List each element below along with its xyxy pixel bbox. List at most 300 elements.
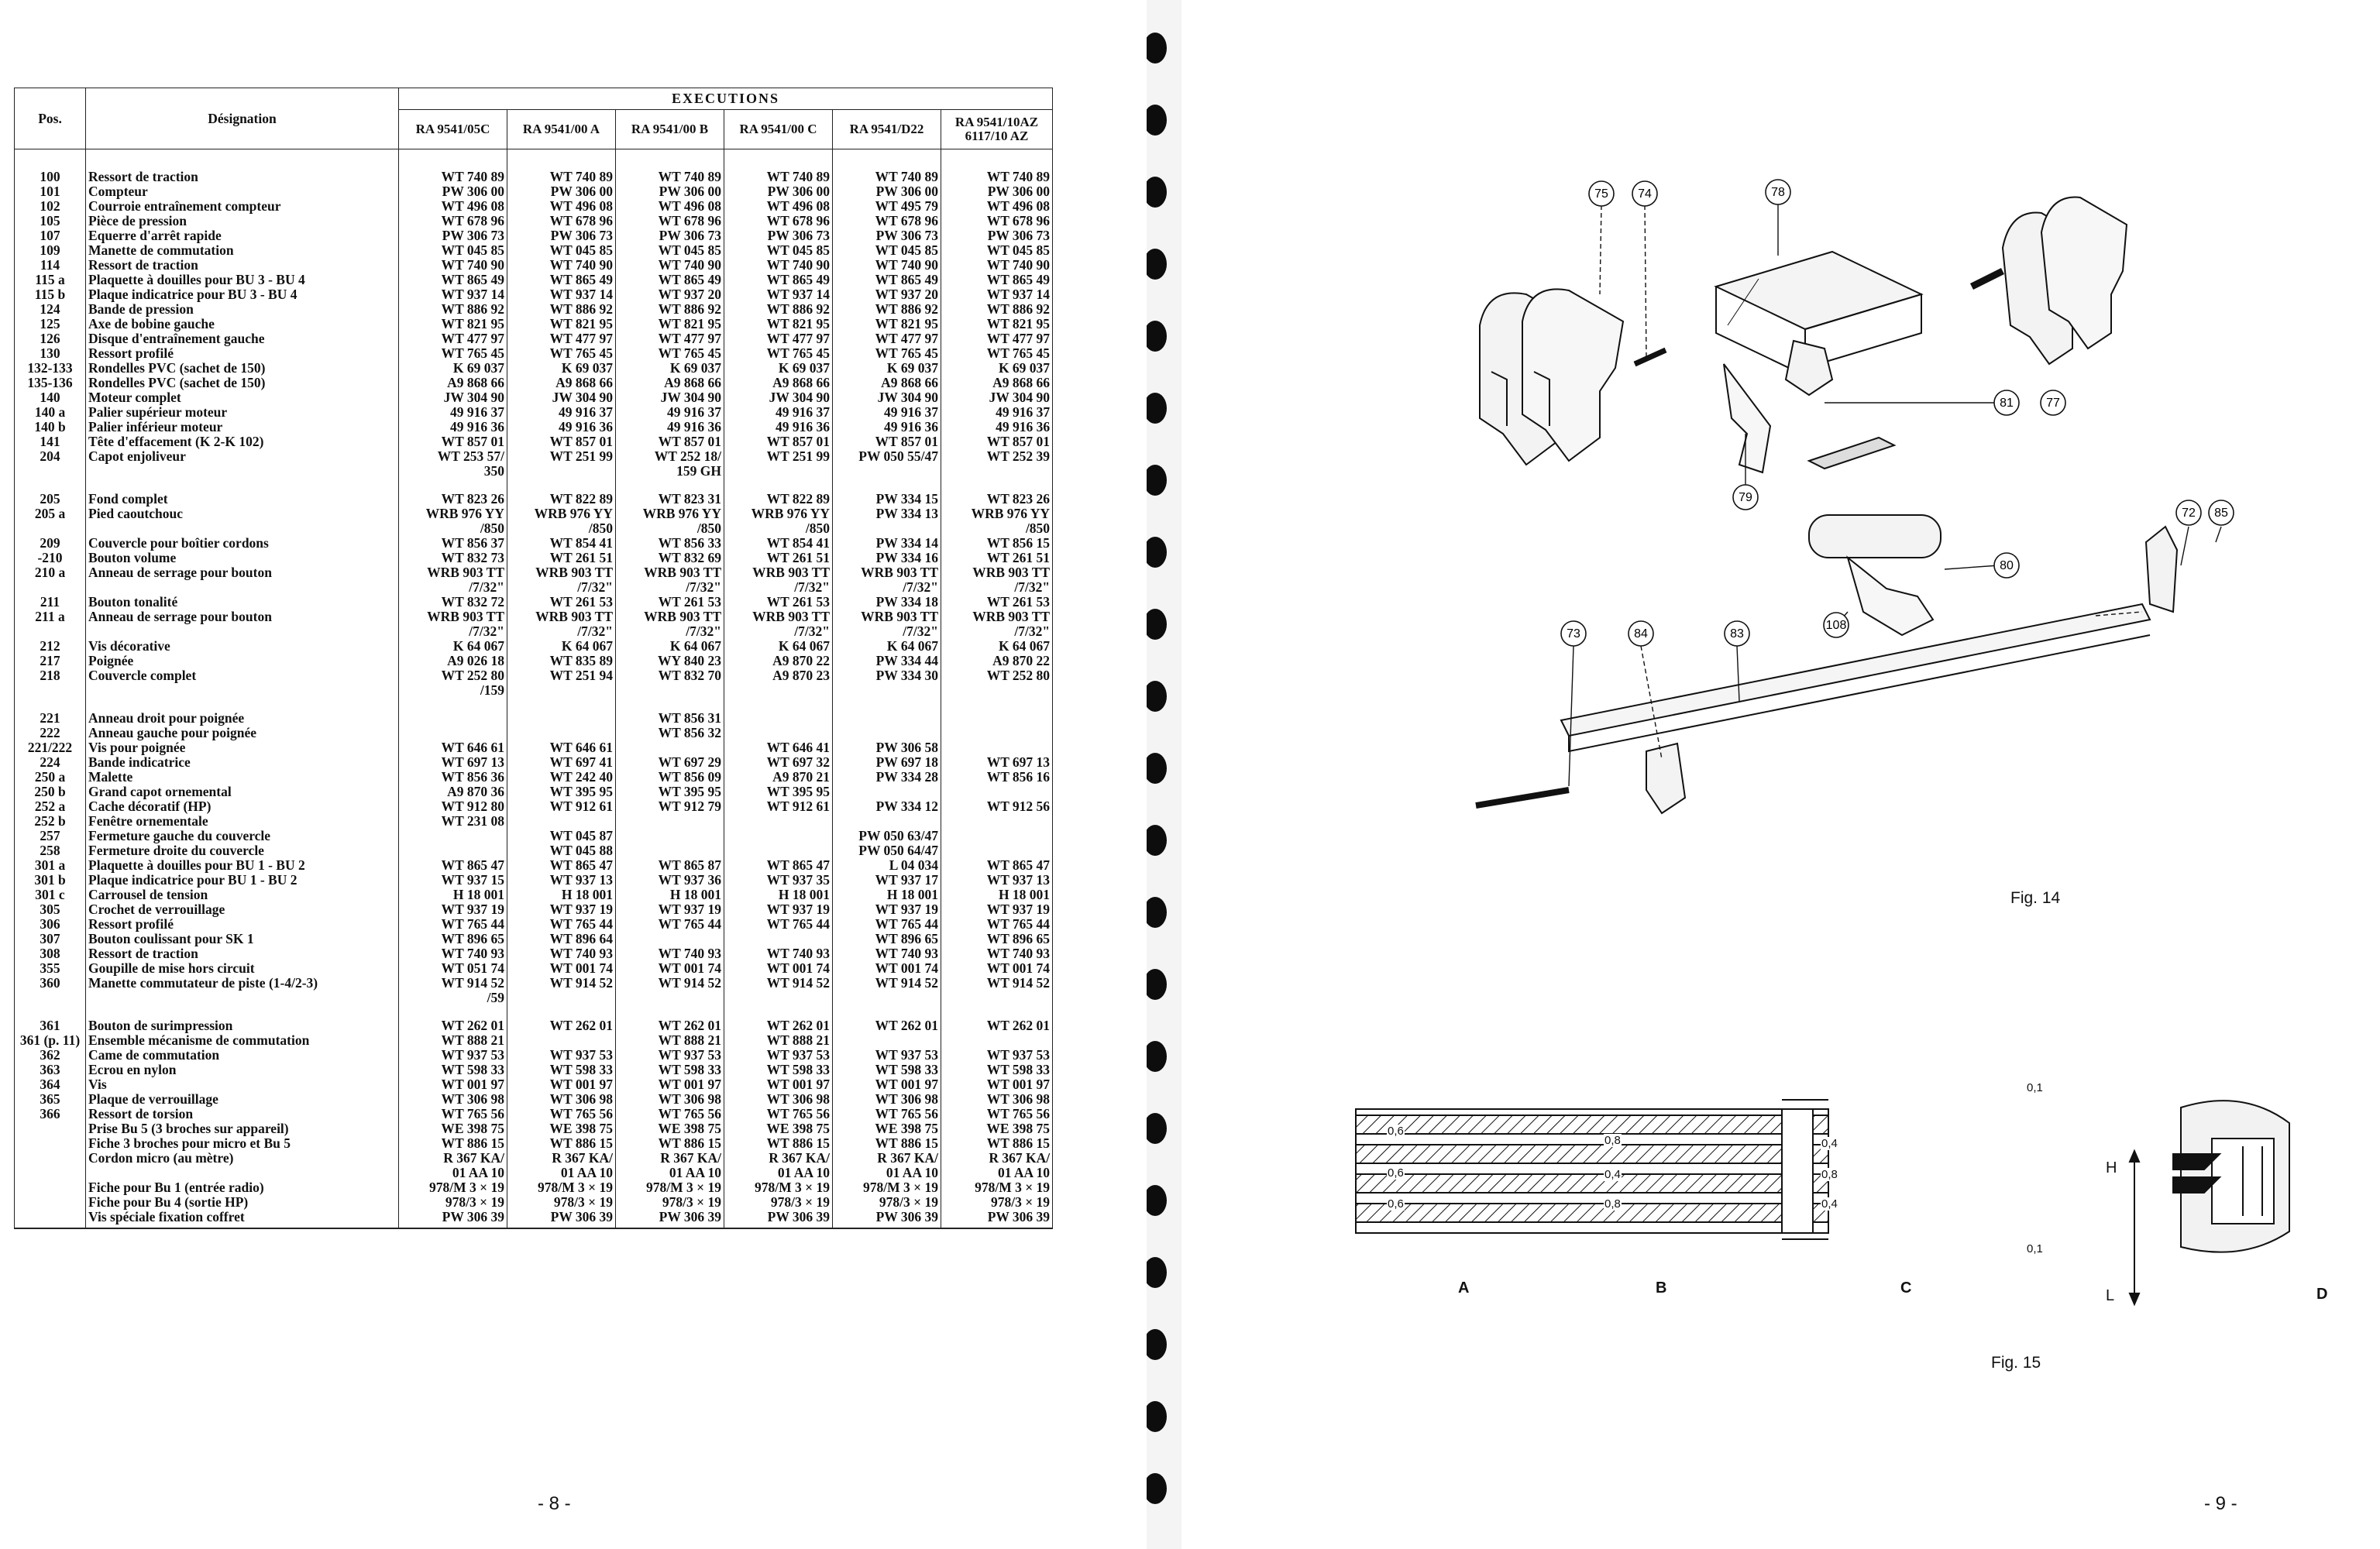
row-part-number: WT 912 56: [941, 799, 1053, 814]
fig15-drawing: [1181, 0, 2380, 1549]
row-part-number: WT 253 57/: [399, 449, 507, 464]
table-row: [15, 829, 1053, 843]
row-designation: Prise Bu 5 (3 broches sur appareil): [86, 1121, 399, 1136]
row-part-number: WT 598 33: [833, 1063, 941, 1077]
row-designation: [86, 521, 399, 536]
table-row: [15, 1063, 1053, 1077]
row-part-number: PW 306 39: [399, 1210, 507, 1228]
row-part-number: WT 886 92: [507, 302, 616, 317]
row-designation: Carrousel de tension: [86, 888, 399, 902]
row-part-number: A9 870 21: [724, 770, 833, 785]
row-part-number: A9 868 66: [833, 376, 941, 390]
row-part-number: WT 865 49: [507, 273, 616, 287]
row-pos: [15, 580, 86, 595]
row-part-number: [941, 814, 1053, 829]
row-part-number: WT 896 65: [833, 932, 941, 946]
row-part-number: WT 261 53: [941, 595, 1053, 610]
row-designation: Fermeture gauche du couvercle: [86, 829, 399, 843]
row-designation: Tête d'effacement (K 2-K 102): [86, 434, 399, 449]
row-part-number: WT 821 95: [507, 317, 616, 331]
row-pos: 140 a: [15, 405, 86, 420]
row-part-number: WT 395 95: [507, 785, 616, 799]
table-row: [15, 331, 1053, 346]
table-row: [15, 565, 1053, 580]
row-part-number: WT 740 89: [399, 149, 507, 185]
row-part-number: [616, 829, 724, 843]
row-part-number: WT 937 53: [616, 1048, 724, 1063]
callout-label: 72: [2182, 507, 2196, 520]
row-part-number: [724, 829, 833, 843]
row-part-number: PW 306 73: [399, 228, 507, 243]
row-part-number: WT 896 65: [399, 932, 507, 946]
row-designation: Cordon micro (au mètre): [86, 1151, 399, 1166]
row-part-number: WT 821 95: [399, 317, 507, 331]
row-designation: Ressort profilé: [86, 346, 399, 361]
row-part-number: 01 AA 10: [941, 1166, 1053, 1180]
row-part-number: [616, 932, 724, 946]
row-part-number: WT 306 98: [507, 1092, 616, 1107]
fig15-caption: Fig. 15: [1991, 1354, 2041, 1372]
row-part-number: WT 252 39: [941, 449, 1053, 464]
row-part-number: 159 GH: [616, 464, 724, 479]
row-part-number: WT 865 87: [616, 858, 724, 873]
row-part-number: WT 477 97: [507, 331, 616, 346]
row-pos: 250 b: [15, 785, 86, 799]
row-part-number: WT 678 96: [724, 214, 833, 228]
row-part-number: 49 916 36: [507, 420, 616, 434]
row-part-number: WRB 903 TT: [941, 610, 1053, 624]
table-row: [15, 1195, 1053, 1210]
row-part-number: 978/M 3 × 19: [616, 1180, 724, 1195]
table-row: [15, 639, 1053, 654]
row-part-number: PW 334 16: [833, 551, 941, 565]
row-part-number: WRB 976 YY: [616, 507, 724, 521]
row-part-number: WT 251 99: [724, 449, 833, 464]
row-part-number: WT 740 90: [833, 258, 941, 273]
row-part-number: WT 857 01: [833, 434, 941, 449]
row-part-number: WT 937 14: [724, 287, 833, 302]
row-part-number: WT 598 33: [507, 1063, 616, 1077]
row-pos: 301 b: [15, 873, 86, 888]
row-part-number: WT 740 90: [507, 258, 616, 273]
table-row: [15, 1166, 1053, 1180]
row-part-number: WRB 903 TT: [399, 610, 507, 624]
row-part-number: 49 916 36: [616, 420, 724, 434]
table-row: [15, 199, 1053, 214]
row-part-number: [616, 814, 724, 829]
row-part-number: PW 306 39: [616, 1210, 724, 1228]
row-part-number: WT 865 47: [724, 858, 833, 873]
row-part-number: WT 765 44: [941, 917, 1053, 932]
row-part-number: 49 916 36: [399, 420, 507, 434]
row-part-number: WT 261 51: [724, 551, 833, 565]
row-part-number: 49 916 36: [941, 420, 1053, 434]
dimension-label: 0,4: [1821, 1137, 1838, 1150]
row-part-number: JW 304 90: [616, 390, 724, 405]
row-pos: 361: [15, 1005, 86, 1033]
row-pos: 101: [15, 184, 86, 199]
row-designation: Ensemble mécanisme de commutation: [86, 1033, 399, 1048]
fig15-axis-l: L: [2106, 1287, 2115, 1304]
row-designation: Poignée: [86, 654, 399, 668]
fig15-letter-d: D: [2316, 1286, 2328, 1303]
column-header: RA 9541/D22: [833, 110, 941, 149]
row-part-number: JW 304 90: [941, 390, 1053, 405]
row-part-number: [507, 464, 616, 479]
table-row: [15, 507, 1053, 521]
binding-hole: [1144, 1473, 1167, 1504]
row-pos: [15, 1180, 86, 1195]
row-part-number: WT 865 49: [833, 273, 941, 287]
row-pos: 252 b: [15, 814, 86, 829]
row-part-number: WT 740 93: [941, 946, 1053, 961]
row-part-number: A9 870 23: [724, 668, 833, 683]
row-pos: [15, 1210, 86, 1228]
row-part-number: WT 740 89: [941, 149, 1053, 185]
row-part-number: WT 045 85: [833, 243, 941, 258]
row-part-number: [616, 740, 724, 755]
row-part-number: WT 697 13: [941, 755, 1053, 770]
row-part-number: 978/3 × 19: [724, 1195, 833, 1210]
row-part-number: WT 856 32: [616, 726, 724, 740]
row-part-number: WT 886 92: [616, 302, 724, 317]
row-part-number: 978/M 3 × 19: [833, 1180, 941, 1195]
fig15-letter-a: A: [1458, 1279, 1470, 1297]
row-part-number: WT 598 33: [399, 1063, 507, 1077]
row-part-number: PW 306 73: [833, 228, 941, 243]
row-part-number: WT 496 08: [616, 199, 724, 214]
row-part-number: 49 916 37: [399, 405, 507, 420]
row-part-number: WT 697 29: [616, 755, 724, 770]
row-part-number: A9 868 66: [616, 376, 724, 390]
row-part-number: WT 646 61: [399, 740, 507, 755]
table-row: [15, 873, 1053, 888]
row-designation: Bande indicatrice: [86, 755, 399, 770]
row-designation: Ressort profilé: [86, 917, 399, 932]
row-part-number: WY 840 23: [616, 654, 724, 668]
row-pos: 217: [15, 654, 86, 668]
row-pos: 221/222: [15, 740, 86, 755]
row-designation: Ecrou en nylon: [86, 1063, 399, 1077]
row-part-number: WT 001 74: [724, 961, 833, 976]
row-part-number: [833, 698, 941, 726]
row-pos: 257: [15, 829, 86, 843]
row-part-number: 49 916 37: [833, 405, 941, 420]
row-part-number: [833, 521, 941, 536]
table-row: [15, 683, 1053, 698]
row-part-number: WRB 976 YY: [941, 507, 1053, 521]
row-designation: Palier supérieur moteur: [86, 405, 399, 420]
dimension-label: 0,4: [1821, 1197, 1838, 1211]
row-designation: Grand capot ornemental: [86, 785, 399, 799]
row-part-number: K 69 037: [507, 361, 616, 376]
row-pos: 221: [15, 698, 86, 726]
row-designation: Bouton de surimpression: [86, 1005, 399, 1033]
dimension-label: 0,8: [1821, 1168, 1838, 1181]
callout-label: 80: [2000, 559, 2014, 572]
row-part-number: WRB 903 TT: [833, 610, 941, 624]
row-part-number: WT 937 20: [833, 287, 941, 302]
callout-label: 78: [1771, 186, 1785, 199]
row-part-number: WT 262 01: [616, 1005, 724, 1033]
row-designation: Bande de pression: [86, 302, 399, 317]
row-part-number: PW 334 44: [833, 654, 941, 668]
row-part-number: 01 AA 10: [724, 1166, 833, 1180]
row-designation: Anneau de serrage pour bouton: [86, 610, 399, 624]
row-part-number: JW 304 90: [399, 390, 507, 405]
callout-label: 79: [1739, 491, 1752, 504]
row-part-number: WT 477 97: [941, 331, 1053, 346]
row-part-number: WT 886 15: [616, 1136, 724, 1151]
row-designation: Moteur complet: [86, 390, 399, 405]
binding-hole: [1144, 1257, 1167, 1288]
table-row: [15, 434, 1053, 449]
right-page: [1181, 0, 2380, 1549]
fig14-caption: Fig. 14: [2010, 889, 2061, 907]
row-designation: Rondelles PVC (sachet de 150): [86, 361, 399, 376]
row-designation: Palier inférieur moteur: [86, 420, 399, 434]
row-part-number: WT 765 56: [941, 1107, 1053, 1121]
row-pos: 141: [15, 434, 86, 449]
binding-hole: [1144, 465, 1167, 496]
row-pos: 205: [15, 479, 86, 507]
row-pos: 204: [15, 449, 86, 464]
row-part-number: PW 306 73: [507, 228, 616, 243]
table-row: [15, 902, 1053, 917]
row-part-number: A9 870 22: [724, 654, 833, 668]
row-part-number: WE 398 75: [507, 1121, 616, 1136]
row-part-number: PW 306 58: [833, 740, 941, 755]
table-row: [15, 521, 1053, 536]
row-part-number: WT 914 52: [724, 976, 833, 991]
row-part-number: [399, 829, 507, 843]
table-row: [15, 1210, 1053, 1228]
row-pos: 211 a: [15, 610, 86, 624]
table-row: [15, 814, 1053, 829]
row-part-number: WT 832 69: [616, 551, 724, 565]
row-part-number: WT 822 89: [507, 479, 616, 507]
row-designation: [86, 464, 399, 479]
row-part-number: K 69 037: [941, 361, 1053, 376]
row-part-number: WT 765 44: [399, 917, 507, 932]
table-row: [15, 149, 1053, 185]
row-part-number: WT 912 79: [616, 799, 724, 814]
table-row: [15, 785, 1053, 799]
row-part-number: WT 865 49: [616, 273, 724, 287]
binding-hole: [1144, 33, 1167, 64]
row-part-number: [724, 932, 833, 946]
dimension-label: 0,1: [2027, 1242, 2043, 1255]
row-designation: [86, 683, 399, 698]
row-part-number: WRB 903 TT: [941, 565, 1053, 580]
row-part-number: WT 740 93: [616, 946, 724, 961]
fig15-axis-h: H: [2106, 1159, 2117, 1176]
row-part-number: WT 896 64: [507, 932, 616, 946]
callout-label: 81: [2000, 397, 2014, 410]
row-designation: Bouton tonalité: [86, 595, 399, 610]
row-part-number: WT 496 08: [724, 199, 833, 214]
row-pos: 210 a: [15, 565, 86, 580]
row-part-number: PW 697 18: [833, 755, 941, 770]
table-row: [15, 1033, 1053, 1048]
row-part-number: 49 916 37: [507, 405, 616, 420]
table-row: [15, 917, 1053, 932]
binding-hole: [1144, 825, 1167, 856]
row-part-number: /7/32": [833, 624, 941, 639]
row-part-number: WT 937 36: [616, 873, 724, 888]
row-pos: 140: [15, 390, 86, 405]
row-part-number: WT 865 49: [941, 273, 1053, 287]
row-part-number: WT 678 96: [941, 214, 1053, 228]
row-pos: 301 c: [15, 888, 86, 902]
row-part-number: WT 740 93: [399, 946, 507, 961]
row-part-number: 01 AA 10: [399, 1166, 507, 1180]
row-part-number: /7/32": [399, 624, 507, 639]
table-row: [15, 1077, 1053, 1092]
table-row: [15, 228, 1053, 243]
row-part-number: WT 857 01: [941, 434, 1053, 449]
row-part-number: H 18 001: [616, 888, 724, 902]
row-part-number: 978/3 × 19: [399, 1195, 507, 1210]
row-part-number: WT 045 87: [507, 829, 616, 843]
row-designation: Rondelles PVC (sachet de 150): [86, 376, 399, 390]
row-part-number: WT 051 74: [399, 961, 507, 976]
row-part-number: WT 821 95: [941, 317, 1053, 331]
row-pos: 114: [15, 258, 86, 273]
row-part-number: WT 765 44: [724, 917, 833, 932]
callout-label: 73: [1567, 627, 1580, 641]
row-part-number: WT 865 49: [399, 273, 507, 287]
table-row: [15, 464, 1053, 479]
row-part-number: PW 306 00: [941, 184, 1053, 199]
row-part-number: /7/32": [507, 580, 616, 595]
row-designation: Courroie entraînement compteur: [86, 199, 399, 214]
page-number-right: - 9 -: [2204, 1493, 2237, 1514]
row-designation: Anneau gauche pour poignée: [86, 726, 399, 740]
row-part-number: 01 AA 10: [616, 1166, 724, 1180]
row-part-number: [507, 991, 616, 1005]
row-part-number: WE 398 75: [941, 1121, 1053, 1136]
row-part-number: WT 912 61: [507, 799, 616, 814]
row-part-number: WT 912 80: [399, 799, 507, 814]
column-header: RA 9541/10AZ 6117/10 AZ: [941, 110, 1053, 149]
row-part-number: WT 765 44: [833, 917, 941, 932]
row-part-number: PW 050 63/47: [833, 829, 941, 843]
row-part-number: WT 496 08: [941, 199, 1053, 214]
row-part-number: PW 306 00: [724, 184, 833, 199]
row-part-number: WE 398 75: [724, 1121, 833, 1136]
row-part-number: WT 937 53: [833, 1048, 941, 1063]
row-pos: 140 b: [15, 420, 86, 434]
row-part-number: WT 886 15: [507, 1136, 616, 1151]
table-row: [15, 361, 1053, 376]
row-part-number: WT 854 41: [724, 536, 833, 551]
table-row: [15, 755, 1053, 770]
table-row: [15, 479, 1053, 507]
row-part-number: WRB 903 TT: [507, 565, 616, 580]
row-designation: Malette: [86, 770, 399, 785]
row-part-number: WE 398 75: [833, 1121, 941, 1136]
table-row: [15, 420, 1053, 434]
row-part-number: WRB 976 YY: [724, 507, 833, 521]
row-part-number: WT 896 65: [941, 932, 1053, 946]
row-part-number: H 18 001: [399, 888, 507, 902]
row-part-number: [724, 814, 833, 829]
row-pos: 218: [15, 668, 86, 683]
row-designation: Plaquette à douilles pour BU 3 - BU 4: [86, 273, 399, 287]
dimension-label: 0,6: [1388, 1125, 1404, 1138]
row-part-number: WT 886 15: [724, 1136, 833, 1151]
table-row: [15, 843, 1053, 858]
row-part-number: WT 697 13: [399, 755, 507, 770]
row-part-number: 978/3 × 19: [507, 1195, 616, 1210]
row-part-number: WT 765 56: [616, 1107, 724, 1121]
row-part-number: 978/3 × 19: [833, 1195, 941, 1210]
row-part-number: PW 306 73: [941, 228, 1053, 243]
row-part-number: WT 045 85: [616, 243, 724, 258]
row-part-number: WRB 976 YY: [399, 507, 507, 521]
row-designation: [86, 624, 399, 639]
row-part-number: A9 870 22: [941, 654, 1053, 668]
row-part-number: K 64 067: [941, 639, 1053, 654]
row-part-number: WT 001 74: [616, 961, 724, 976]
row-designation: Anneau droit pour poignée: [86, 698, 399, 726]
binding-hole: [1144, 753, 1167, 784]
row-part-number: /7/32": [724, 580, 833, 595]
table-row: [15, 654, 1053, 668]
callout-label: 83: [1730, 627, 1744, 641]
row-part-number: WT 261 51: [941, 551, 1053, 565]
table-row: [15, 273, 1053, 287]
row-part-number: /7/32": [941, 624, 1053, 639]
row-part-number: WT 821 95: [724, 317, 833, 331]
row-pos: 100: [15, 149, 86, 185]
row-part-number: WT 765 44: [507, 917, 616, 932]
row-designation: Goupille de mise hors circuit: [86, 961, 399, 976]
callout-label: 75: [1594, 187, 1608, 201]
row-part-number: WT 914 52: [941, 976, 1053, 991]
row-part-number: WT 495 79: [833, 199, 941, 214]
dimension-label: 0,8: [1604, 1197, 1621, 1211]
row-part-number: [833, 683, 941, 698]
header-designation: Désignation: [86, 88, 399, 149]
row-part-number: WE 398 75: [399, 1121, 507, 1136]
row-part-number: WT 740 90: [724, 258, 833, 273]
page-number-left: - 8 -: [538, 1493, 571, 1514]
row-designation: Plaque indicatrice pour BU 1 - BU 2: [86, 873, 399, 888]
row-part-number: WT 740 89: [724, 149, 833, 185]
row-part-number: WRB 903 TT: [724, 610, 833, 624]
row-part-number: R 367 KA/: [399, 1151, 507, 1166]
row-pos: 366: [15, 1107, 86, 1121]
row-pos: 126: [15, 331, 86, 346]
row-part-number: 49 916 37: [616, 405, 724, 420]
row-pos: 355: [15, 961, 86, 976]
row-part-number: [507, 814, 616, 829]
row-pos: [15, 1121, 86, 1136]
row-designation: Came de commutation: [86, 1048, 399, 1063]
row-pos: 211: [15, 595, 86, 610]
table-row: [15, 858, 1053, 873]
parts-table: [14, 88, 1053, 1229]
row-part-number: [941, 829, 1053, 843]
table-row: [15, 932, 1053, 946]
dimension-label: 0,6: [1388, 1166, 1404, 1180]
row-part-number: WT 765 45: [616, 346, 724, 361]
row-part-number: K 64 067: [724, 639, 833, 654]
row-part-number: WT 646 41: [724, 740, 833, 755]
row-part-number: WT 252 80: [399, 668, 507, 683]
